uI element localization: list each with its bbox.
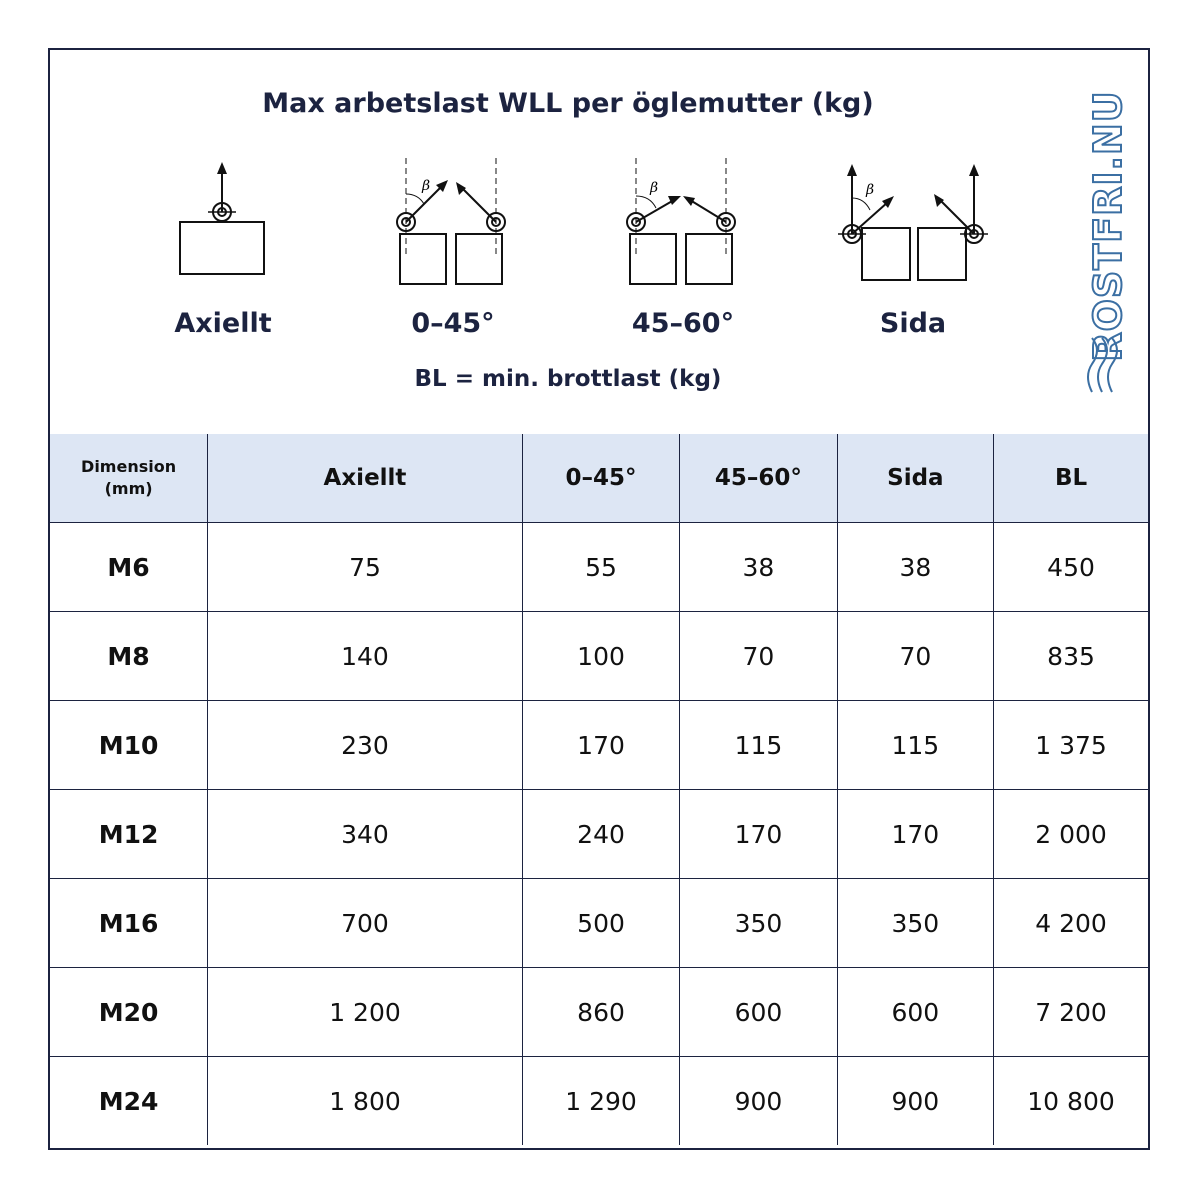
- table-cell: 1 290: [522, 1057, 679, 1146]
- table-cell: 115: [837, 701, 993, 790]
- column-header-45-60: 45–60°: [680, 434, 837, 523]
- svg-text:β: β: [422, 178, 431, 194]
- rostfri-logo: [1078, 86, 1138, 396]
- table-cell: 100: [522, 612, 679, 701]
- table-cell: 340: [208, 790, 523, 879]
- table-cell: 70: [837, 612, 993, 701]
- axial-load-diagram-icon: [118, 158, 328, 298]
- waves-icon: [1086, 336, 1130, 396]
- table-cell: 55: [522, 523, 679, 612]
- table-cell: 38: [680, 523, 837, 612]
- diagram-label-0-45: 0–45°: [411, 308, 495, 339]
- logo-text: ROSTFRI.NU: [1086, 90, 1130, 362]
- table-cell: 450: [994, 523, 1148, 612]
- angle-45-60-diagram-icon: [578, 158, 788, 298]
- table-cell: 7 200: [994, 968, 1148, 1057]
- table-cell: 500: [522, 879, 679, 968]
- table-row: [50, 790, 1148, 879]
- column-header-0-45: 0–45°: [522, 434, 679, 523]
- table-cell: 140: [208, 612, 523, 701]
- table-cell: 75: [208, 523, 523, 612]
- table-cell: 1 375: [994, 701, 1148, 790]
- table-cell: 4 200: [994, 879, 1148, 968]
- table-cell: 170: [837, 790, 993, 879]
- wll-table: [50, 434, 1148, 1145]
- angle-0-45-diagram-icon: [348, 158, 558, 298]
- column-header-side: Sida: [837, 434, 993, 523]
- page-title: Max arbetslast WLL per öglemutter (kg): [262, 88, 874, 119]
- table-cell: 600: [680, 968, 837, 1057]
- row-dimension: M16: [50, 879, 208, 968]
- side-load-diagram-icon: [808, 158, 1018, 298]
- table-row: [50, 612, 1148, 701]
- diagram-label-axial: Axiellt: [174, 308, 272, 339]
- column-header-axial: Axiellt: [208, 434, 523, 523]
- table-cell: 170: [680, 790, 837, 879]
- table-cell: 900: [680, 1057, 837, 1146]
- column-header-bl: BL: [994, 434, 1148, 523]
- diagram-label-side: Sida: [879, 308, 947, 339]
- table-cell: 1 200: [208, 968, 523, 1057]
- table-row: [50, 523, 1148, 612]
- table-cell: 700: [208, 879, 523, 968]
- table-cell: 2 000: [994, 790, 1148, 879]
- table-row: [50, 879, 1148, 968]
- table-cell: 70: [680, 612, 837, 701]
- diagram-45-60: [578, 158, 788, 398]
- svg-text:β: β: [650, 180, 659, 196]
- table-cell: 10 800: [994, 1057, 1148, 1146]
- row-dimension: M20: [50, 968, 208, 1057]
- diagram-side: [808, 158, 1018, 398]
- table-cell: 860: [522, 968, 679, 1057]
- diagram-axial: [118, 158, 328, 398]
- table-cell: 230: [208, 701, 523, 790]
- wll-card: [48, 48, 1150, 1150]
- table-cell: 38: [837, 523, 993, 612]
- row-dimension: M6: [50, 523, 208, 612]
- table-cell: 350: [680, 879, 837, 968]
- diagram-label-45-60: 45–60°: [631, 308, 735, 339]
- table-row: [50, 968, 1148, 1057]
- row-dimension: M8: [50, 612, 208, 701]
- row-dimension: M12: [50, 790, 208, 879]
- table-row: [50, 701, 1148, 790]
- column-header-dimension: Dimension (mm): [50, 434, 208, 523]
- table-cell: 1 800: [208, 1057, 523, 1146]
- table-row: [50, 1057, 1148, 1146]
- table-cell: 600: [837, 968, 993, 1057]
- table-cell: 350: [837, 879, 993, 968]
- table-cell: 900: [837, 1057, 993, 1146]
- row-dimension: M24: [50, 1057, 208, 1146]
- svg-text:β: β: [866, 182, 875, 198]
- table-cell: 835: [994, 612, 1148, 701]
- table-cell: 170: [522, 701, 679, 790]
- diagram-header: [50, 50, 1150, 434]
- table-cell: 115: [680, 701, 837, 790]
- row-dimension: M10: [50, 701, 208, 790]
- diagram-0-45: [348, 158, 558, 398]
- table-header-row: [50, 434, 1148, 523]
- bl-note: BL = min. brottlast (kg): [414, 366, 722, 392]
- table-cell: 240: [522, 790, 679, 879]
